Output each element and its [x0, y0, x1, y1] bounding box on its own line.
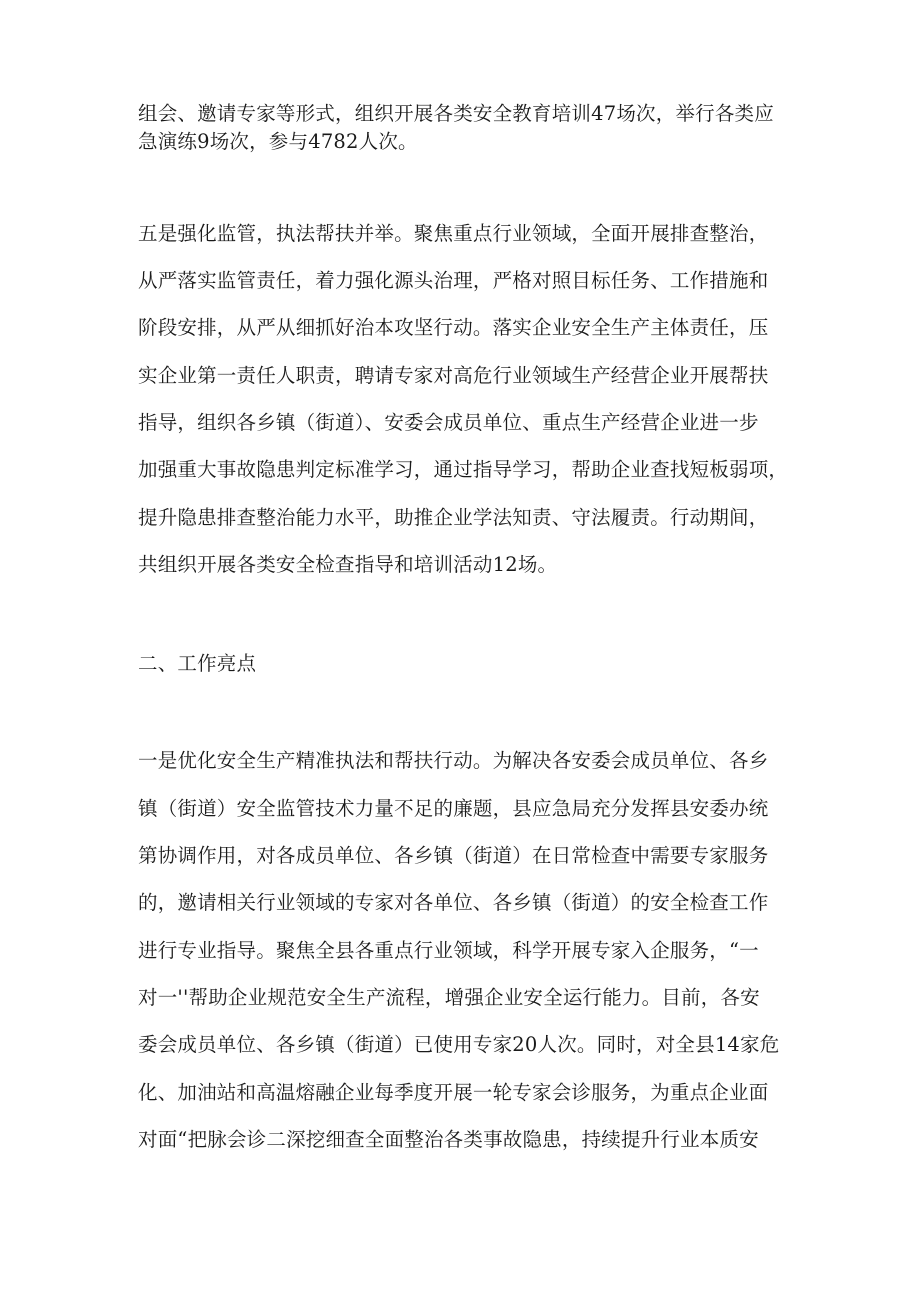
- paragraph-line: 镇（街道）安全监管技术力量不足的廉题，县应急局充分发挥县安委办统: [138, 797, 769, 820]
- paragraph-line: 对一''帮助企业规范安全生产流程，增强企业安全运行能力。目前，各安: [138, 986, 760, 1009]
- paragraph-line: 对面“把脉会诊二深挖细查全面整治各类事故隐患，持续提升行业本质安: [138, 1128, 759, 1151]
- paragraph-line: 组会、邀请专家等形式，组织开展各类安全教育培训47场次，举行各类应: [138, 102, 774, 125]
- paragraph-line: 阶段安排，从严从细抓好治本攻坚行动。落实企业安全生产主体责任，压: [138, 316, 769, 339]
- paragraph-line: 加强重大事故隐患判定标准学习，通过指导学习，帮助企业查找短板弱项，: [138, 458, 789, 481]
- paragraph-line: 第协调作用，对各成员单位、各乡镇（街道）在日常检查中需要专家服务: [138, 844, 769, 867]
- paragraph-line: 委会成员单位、各乡镇（街道）已使用专家20人次。同时，对全县14家危: [138, 1033, 780, 1056]
- paragraph-line: 从严落实监管责任，着力强化源头治理，严格对照目标任务、工作措施和: [138, 269, 769, 292]
- paragraph-line: 的，邀请相关行业领域的专家对各单位、各乡镇（街道）的安全检查工作: [138, 891, 769, 914]
- paragraph-line: 一是优化安全生产精准执法和帮扶行动。为解决各安委会成员单位、各乡: [138, 749, 769, 772]
- paragraph-line: 进行专业指导。聚焦全县各重点行业领域，科学开展专家入企服务，“一: [138, 939, 759, 962]
- paragraph-line: 急演练9场次，参与4782人次。: [138, 130, 418, 153]
- paragraph-line: 化、加油站和高温熔融企业每季度开展一轮专家会诊服务，为重点企业面: [138, 1081, 769, 1104]
- paragraph-line: 指导，组织各乡镇（街道）、安委会成员单位、重点生产经营企业进一步: [138, 411, 759, 434]
- paragraph-line: 实企业第一责任人职责，聘请专家对高危行业领域生产经营企业开展帮扶: [138, 364, 769, 387]
- paragraph-line: 五是强化监管，执法帮扶并举。聚焦重点行业领域，全面开展排查整治，: [138, 222, 769, 245]
- paragraph-line: 提升隐患排查整治能力水平，助推企业学法知责、守法履责。行动期间，: [138, 506, 769, 529]
- paragraph-line: 共组织开展各类安全检查指导和培训活动12场。: [138, 553, 558, 576]
- section-heading: 二、工作亮点: [138, 652, 257, 675]
